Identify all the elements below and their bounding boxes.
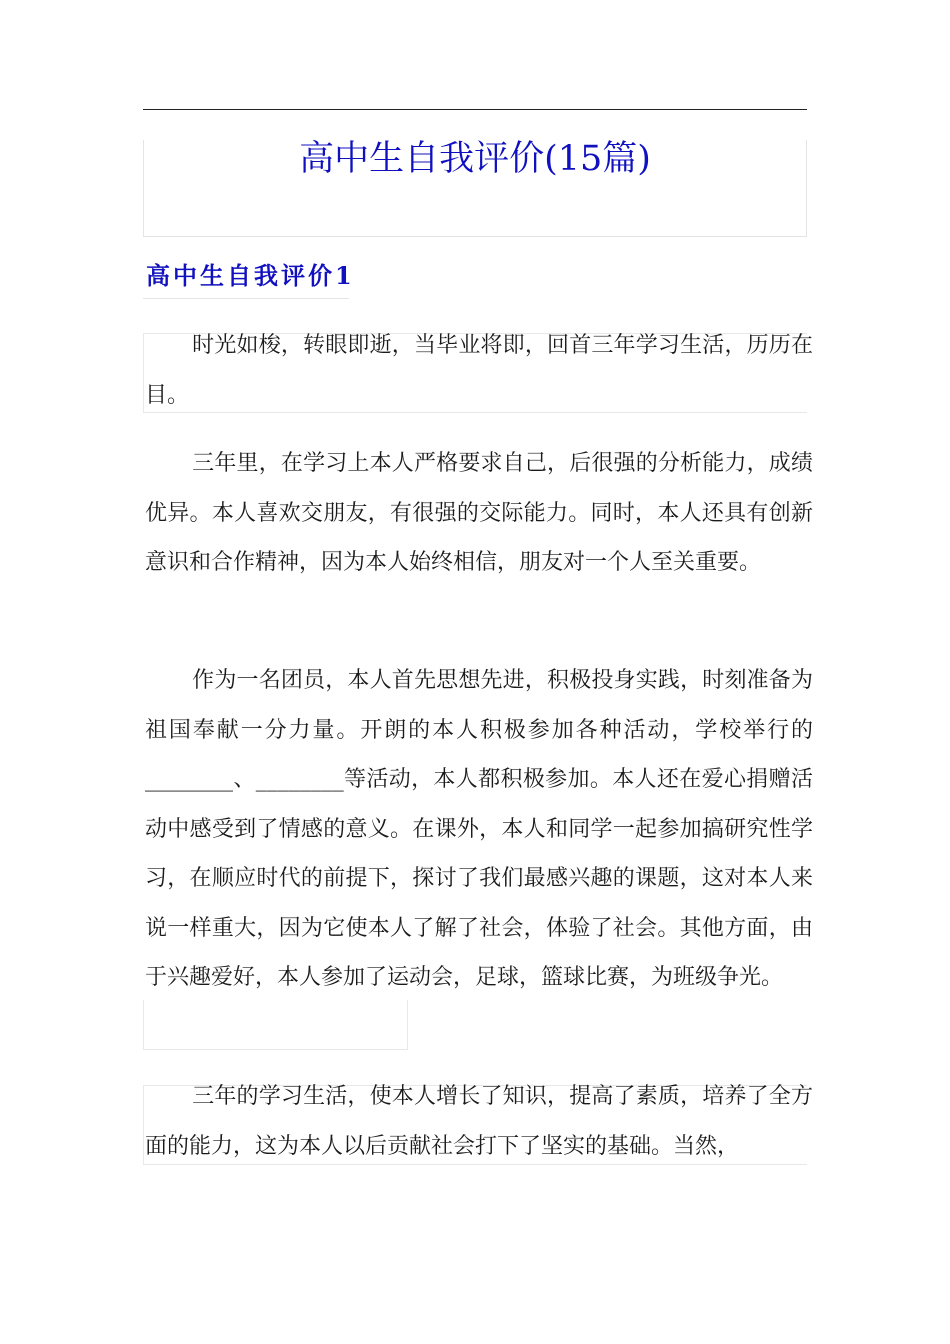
paragraph-4: 三年的学习生活，使本人增长了知识，提高了素质，培养了全方面的能力，这为本人以后贡献社会打下了坚实的基础。当然， — [145, 1084, 813, 1159]
top-rule — [143, 109, 807, 110]
paragraph-3: 作为一名团员，本人首先思想先进，积极投身实践，时刻准备为祖国奉献一分力量。开朗的本人积极参加各种活动，学校举行的________、________等活动，本人都积极参加。本人还在爱心捐赠活动中感受到了情感的意义。在课外，本人和同学一起参加搞研究性学习，在顺应时代的前提下，探讨了我们最感兴趣的课题，这对本人来说一样重大，因为它使本人了解了社会，体验了社会。其他方面，由于兴趣爱好，本人参加了运动会，足球，篮球比赛，为班级争光。 — [145, 668, 813, 990]
section-heading: 高中生自我评价1 — [146, 261, 355, 290]
document-title: 高中生自我评价(15篇) — [299, 139, 651, 179]
heading-underline — [143, 298, 349, 299]
paragraph-1: 时光如梭，转眼即逝，当毕业将即，回首三年学习生活，历历在目。 — [145, 333, 813, 408]
paragraph-2: 三年里，在学习上本人严格要求自己，后很强的分析能力，成绩优异。本人喜欢交朋友，有很强的交际能力。同时，本人还具有创新意识和合作精神，因为本人始终相信，朋友对一个人至关重要。 — [145, 451, 813, 575]
paragraph-frame — [143, 1000, 408, 1050]
